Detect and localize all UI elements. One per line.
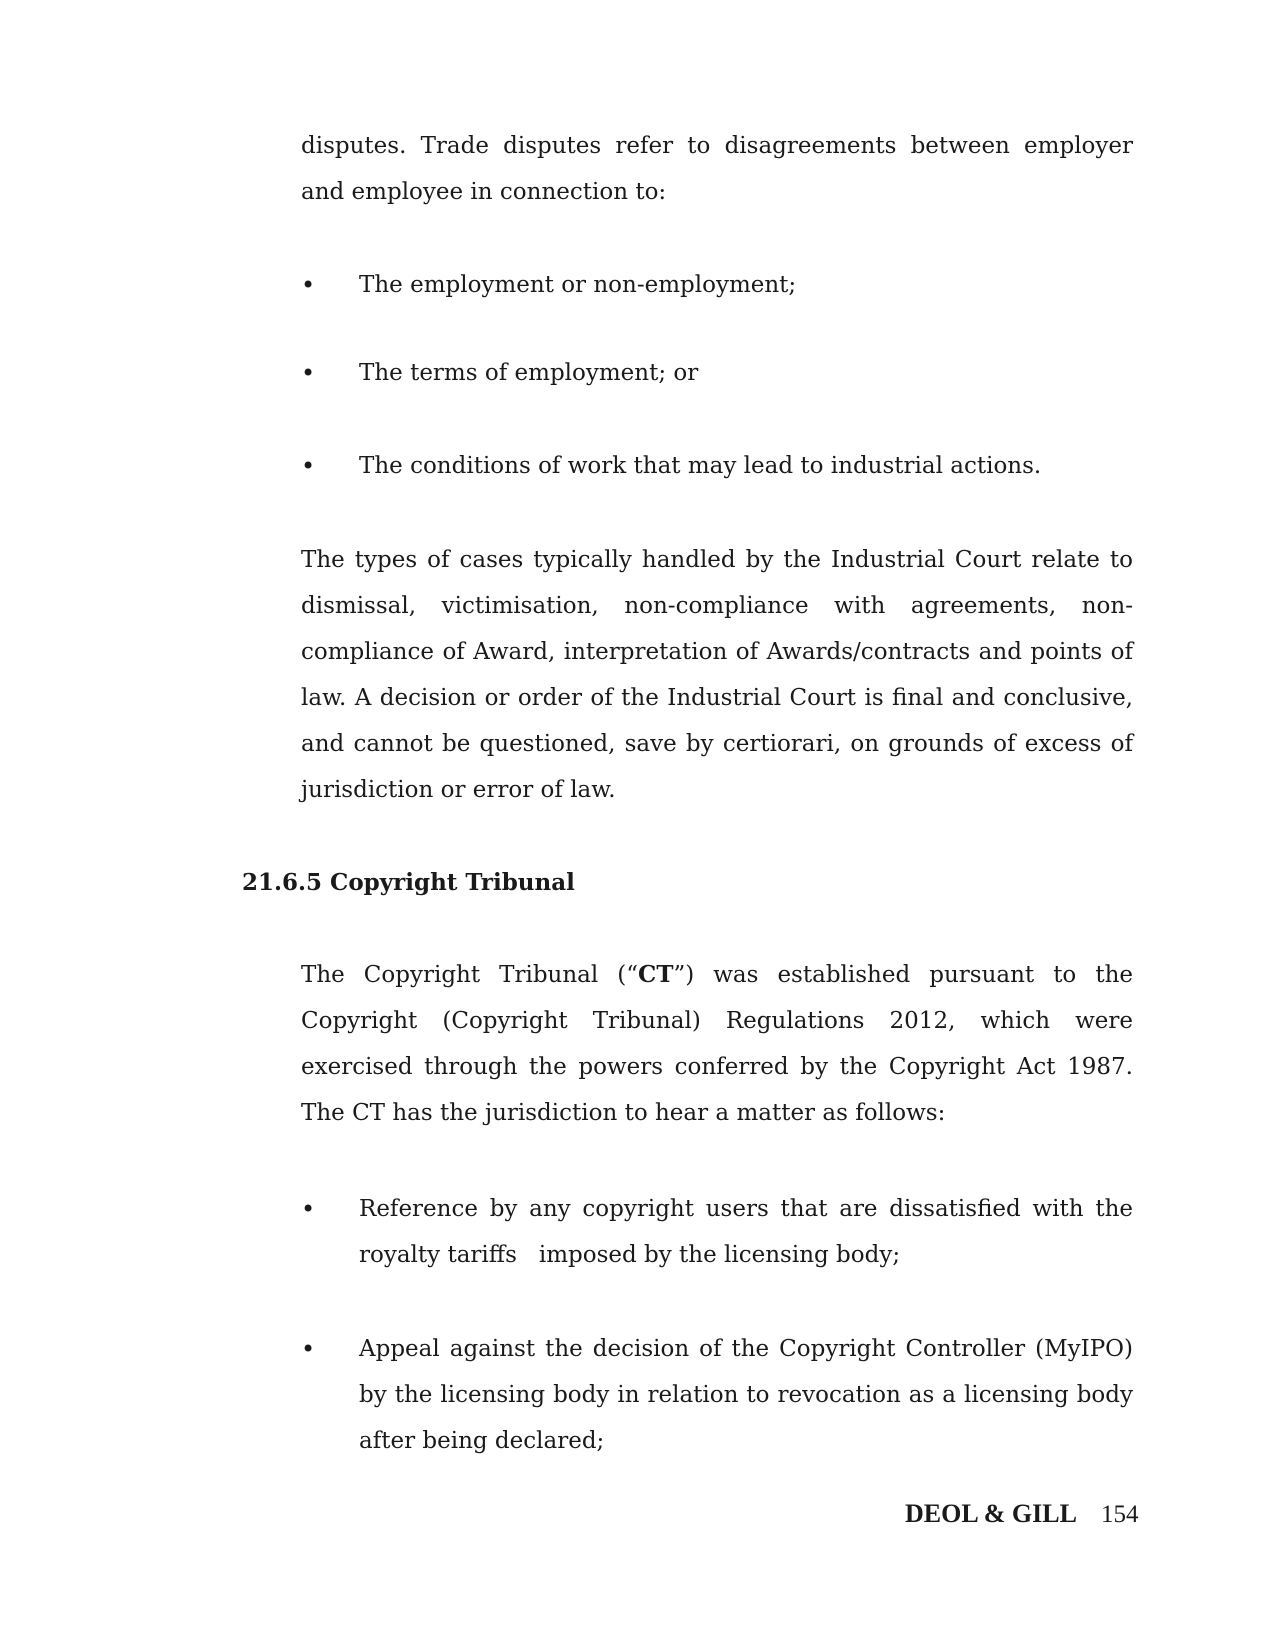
bullet-icon: • [301,1335,316,1363]
intro-paragraph: disputes. Trade disputes refer to disagreements between employer and employee in connection to: [301,133,1133,205]
bullet-icon: • [301,452,316,480]
list-item-text: The terms of employment; or [359,360,699,386]
page-number: 154 [1100,1501,1139,1528]
types-paragraph: The types of cases typically handled by the Industrial Court relate to dismissal, victimisation, non-compliance with agreements, non-compliance of Award, interpretation of Awards/contracts and points of law. A decision or order of the Industrial Court is final and conclusive, and cannot be questioned, save by certiorari, on grounds of excess of jurisdiction or error of law. [301,547,1133,803]
copyright-tribunal-paragraph [301,952,1133,1136]
list-item [301,1186,1133,1278]
list-item-text: Reference by any copyright users that are dissatisfied with the royalty tariffs imposed by the licensing body; [359,1196,1133,1268]
list-item [301,443,1133,489]
paragraph-text-end: ”) was established pursuant to the Copyright (Copyright Tribunal) Regulations 2012, which were exercised through the powers conferred by the Copyright Act 1987. The CT has the jurisdiction to hear a matter as follows: [301,962,1133,1126]
list-item-text: Appeal against the decision of the Copyright Controller (MyIPO) by the licensing body in relation to revocation as a licensing body after being declared; [359,1336,1133,1454]
page-footer [905,1497,1138,1532]
list-item [301,350,1133,396]
firm-name: DEOL & GILL [905,1499,1077,1528]
bullet-icon: • [301,359,316,387]
section-heading: 21.6.5 Copyright Tribunal [242,869,575,896]
list-item [301,262,1133,308]
abbreviation-ct: CT [638,961,674,988]
list-item-text: The conditions of work that may lead to industrial actions. [359,453,1042,479]
bullet-icon: • [301,271,316,299]
bullet-icon: • [301,1195,316,1223]
list-item-text: The employment or non-employment; [359,272,797,298]
list-item [301,1326,1133,1464]
paragraph-text-start: The Copyright Tribunal (“ [301,962,639,988]
